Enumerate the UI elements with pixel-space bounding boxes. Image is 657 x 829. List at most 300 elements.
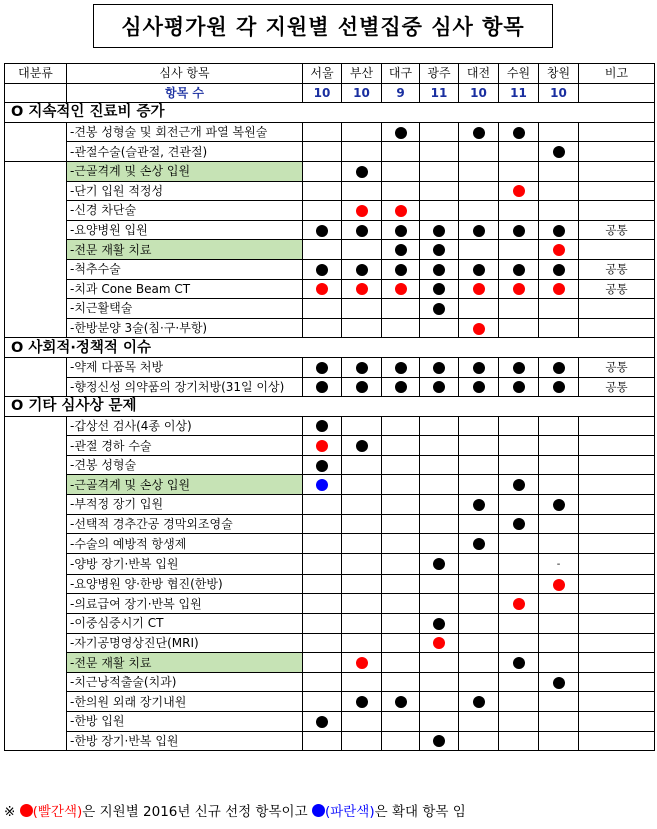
mark-cell: [459, 318, 499, 338]
mark-cell: [420, 672, 459, 692]
table-row: [5, 142, 655, 162]
note-cell: [579, 416, 655, 436]
black-dot-icon: [513, 264, 525, 276]
mark-cell: [342, 574, 382, 594]
mark-cell: [539, 653, 579, 673]
note-cell: [579, 514, 655, 534]
mark-cell: [420, 436, 459, 456]
note-cell: [579, 653, 655, 673]
note-cell: [579, 692, 655, 712]
mark-cell: [420, 181, 459, 201]
note-cell: [579, 436, 655, 456]
table-row: [5, 614, 655, 634]
mark-cell: [303, 731, 342, 751]
mark-cell: [303, 240, 342, 260]
black-dot-icon: [433, 618, 445, 630]
table-row: [5, 377, 655, 397]
mark-cell: [382, 553, 420, 574]
black-dot-icon: [513, 518, 525, 530]
header-region: 수원: [499, 64, 539, 84]
item-label: -갑상선 검사(4종 이상): [67, 416, 303, 436]
mark-cell: [459, 712, 499, 732]
mark-cell: [420, 495, 459, 515]
item-label: -근골격계 및 손상 입원: [67, 161, 303, 181]
mark-cell: [459, 220, 499, 240]
table-row: [5, 436, 655, 456]
mark-cell: [420, 220, 459, 240]
mark-cell: [499, 514, 539, 534]
black-dot-icon: [433, 264, 445, 276]
mark-cell: [420, 692, 459, 712]
mark-cell: [499, 161, 539, 181]
black-dot-icon: [316, 225, 328, 237]
mark-cell: [539, 181, 579, 201]
table-row: [5, 495, 655, 515]
mark-cell: [499, 495, 539, 515]
black-dot-icon: [356, 362, 368, 374]
count-value: 10: [303, 83, 342, 103]
table-row: [5, 357, 655, 377]
red-dot-icon: [356, 283, 368, 295]
black-dot-icon: [553, 381, 565, 393]
note-cell: [579, 672, 655, 692]
mark-cell: [342, 220, 382, 240]
black-dot-icon: [433, 244, 445, 256]
mark-cell: [382, 240, 420, 260]
mark-cell: [420, 201, 459, 221]
mark-cell: [499, 455, 539, 475]
mark-cell: [499, 731, 539, 751]
item-label: -전문 재활 치료: [67, 240, 303, 260]
item-label: -양방 장기·반복 입원: [67, 553, 303, 574]
note-cell: [579, 161, 655, 181]
mark-cell: [459, 455, 499, 475]
mark-cell: [342, 259, 382, 279]
mark-cell: [420, 279, 459, 299]
mark-cell: [499, 181, 539, 201]
mark-cell: [342, 436, 382, 456]
red-dot-icon: [433, 637, 445, 649]
mark-cell: [459, 495, 499, 515]
mark-cell: [382, 357, 420, 377]
mark-cell: [303, 220, 342, 240]
note-cell: [579, 534, 655, 554]
item-label: -근골격계 및 손상 입원: [67, 475, 303, 495]
mark-cell: [342, 514, 382, 534]
black-dot-icon: [433, 283, 445, 295]
table-row: [5, 416, 655, 436]
item-label: -자기공명영상진단(MRI): [67, 633, 303, 653]
item-label: -약제 다품목 처방: [67, 357, 303, 377]
red-dot-icon: [513, 185, 525, 197]
blue-dot-icon: [312, 804, 325, 817]
mark-cell: [459, 731, 499, 751]
table-row: [5, 279, 655, 299]
mark-cell: [382, 534, 420, 554]
mark-cell: [499, 594, 539, 614]
mark-cell: [459, 377, 499, 397]
mark-cell: [459, 299, 499, 319]
item-label: -치근활택술: [67, 299, 303, 319]
black-dot-icon: [513, 381, 525, 393]
black-dot-icon: [316, 420, 328, 432]
item-label: -척추수술: [67, 259, 303, 279]
table-row: [5, 299, 655, 319]
section-header-row: [5, 338, 655, 358]
mark-cell: [342, 201, 382, 221]
mark-cell: [303, 279, 342, 299]
mark-cell: [342, 553, 382, 574]
item-label: -향정신성 의약품의 장기처방(31일 이상): [67, 377, 303, 397]
black-dot-icon: [433, 558, 445, 570]
table-row: [5, 653, 655, 673]
mark-cell: [499, 534, 539, 554]
section-title: O 지속적인 진료비 증가: [5, 103, 655, 123]
note-cell: [579, 142, 655, 162]
note-cell: [579, 553, 655, 574]
mark-cell: [342, 692, 382, 712]
mark-cell: [382, 594, 420, 614]
table-row: [5, 553, 655, 574]
mark-cell: [303, 201, 342, 221]
mark-cell: [539, 142, 579, 162]
black-dot-icon: [433, 381, 445, 393]
note-cell: [579, 240, 655, 260]
mark-cell: [342, 299, 382, 319]
mark-cell: [459, 279, 499, 299]
mark-cell: [499, 633, 539, 653]
mark-cell: [459, 534, 499, 554]
mark-cell: [420, 455, 459, 475]
mark-cell: [420, 534, 459, 554]
mark-cell: [539, 672, 579, 692]
mark-cell: [459, 653, 499, 673]
mark-cell: [499, 240, 539, 260]
black-dot-icon: [473, 696, 485, 708]
table-row: [5, 240, 655, 260]
mark-cell: [382, 416, 420, 436]
mark-cell: [539, 594, 579, 614]
note-cell: 공통: [579, 357, 655, 377]
mark-cell: [342, 731, 382, 751]
mark-cell: [420, 161, 459, 181]
count-value: 11: [420, 83, 459, 103]
mark-cell: [303, 653, 342, 673]
black-dot-icon: [473, 499, 485, 511]
mark-cell: [539, 357, 579, 377]
item-label: -의료급여 장기·반복 입원: [67, 594, 303, 614]
mark-cell: [539, 259, 579, 279]
black-dot-icon: [356, 166, 368, 178]
mark-cell: [303, 534, 342, 554]
mark-cell: [539, 436, 579, 456]
mark-cell: [303, 161, 342, 181]
note-cell: 공통: [579, 377, 655, 397]
mark-cell: [420, 514, 459, 534]
mark-cell: [303, 633, 342, 653]
mark-cell: [539, 240, 579, 260]
note-cell: [579, 201, 655, 221]
mark-cell: [303, 142, 342, 162]
mark-cell: [420, 416, 459, 436]
note-cell: [579, 122, 655, 142]
mark-cell: [420, 633, 459, 653]
mark-cell: [342, 240, 382, 260]
note-cell: [579, 614, 655, 634]
table-row: [5, 672, 655, 692]
note-cell: [579, 455, 655, 475]
mark-cell: [303, 574, 342, 594]
mark-cell: [303, 712, 342, 732]
item-label: -선택적 경추간공 경막외조영술: [67, 514, 303, 534]
mark-cell: [539, 416, 579, 436]
mark-cell: [499, 672, 539, 692]
header-region: 대전: [459, 64, 499, 84]
note-cell: [579, 712, 655, 732]
note-cell: [579, 318, 655, 338]
note-cell: 공통: [579, 279, 655, 299]
item-label: -요양병원 양·한방 협진(한방): [67, 574, 303, 594]
mark-cell: [303, 614, 342, 634]
mark-cell: [539, 455, 579, 475]
mark-cell: [499, 475, 539, 495]
black-dot-icon: [553, 362, 565, 374]
black-dot-icon: [356, 225, 368, 237]
mark-cell: [459, 475, 499, 495]
table-row: [5, 633, 655, 653]
table-row: [5, 161, 655, 181]
mark-cell: [459, 514, 499, 534]
mark-cell: [539, 574, 579, 594]
black-dot-icon: [433, 735, 445, 747]
count-blank: [5, 83, 67, 103]
black-dot-icon: [473, 538, 485, 550]
mark-cell: [459, 161, 499, 181]
black-dot-icon: [316, 362, 328, 374]
header-row: [5, 64, 655, 84]
mark-cell: [342, 142, 382, 162]
mark-cell: [539, 161, 579, 181]
footer-red-label: (빨간색): [32, 804, 83, 820]
footer-middle: 은 지원별 2016년 신규 선정 항목이고: [82, 804, 308, 820]
mark-cell: [459, 436, 499, 456]
mark-cell: [539, 475, 579, 495]
count-label: 항목 수: [67, 83, 303, 103]
mark-cell: [303, 594, 342, 614]
mark-cell: [499, 259, 539, 279]
mark-cell: [539, 279, 579, 299]
mark-cell: [539, 614, 579, 634]
note-cell: [579, 574, 655, 594]
mark-cell: [459, 240, 499, 260]
mark-cell: [303, 692, 342, 712]
mark-cell: [342, 122, 382, 142]
mark-cell: [539, 318, 579, 338]
mark-cell: [382, 495, 420, 515]
red-dot-icon: [473, 323, 485, 335]
item-label: -단기 입원 적정성: [67, 181, 303, 201]
mark-cell: [499, 279, 539, 299]
note-cell: [579, 731, 655, 751]
mark-cell: [459, 574, 499, 594]
mark-cell: [382, 614, 420, 634]
mark-cell: [539, 712, 579, 732]
mark-cell: [459, 416, 499, 436]
note-cell: [579, 475, 655, 495]
mark-cell: [499, 142, 539, 162]
mark-cell: [382, 436, 420, 456]
black-dot-icon: [356, 696, 368, 708]
mark-cell: [459, 672, 499, 692]
mark-cell: [420, 318, 459, 338]
black-dot-icon: [553, 677, 565, 689]
mark-cell: [382, 279, 420, 299]
mark-cell: [382, 692, 420, 712]
mark-cell: [459, 142, 499, 162]
category-cell: [5, 122, 67, 161]
mark-cell: [342, 377, 382, 397]
black-dot-icon: [316, 264, 328, 276]
count-value: 10: [342, 83, 382, 103]
mark-cell: [342, 318, 382, 338]
red-dot-icon: [20, 804, 33, 817]
red-dot-icon: [553, 244, 565, 256]
mark-cell: [420, 594, 459, 614]
mark-cell: [342, 279, 382, 299]
mark-cell: [382, 142, 420, 162]
mark-cell: [382, 181, 420, 201]
mark-cell: [303, 122, 342, 142]
mark-cell: [420, 240, 459, 260]
table-row: [5, 594, 655, 614]
black-dot-icon: [473, 362, 485, 374]
red-dot-icon: [356, 205, 368, 217]
black-dot-icon: [395, 264, 407, 276]
mark-cell: [303, 495, 342, 515]
count-value: 11: [499, 83, 539, 103]
note-cell: [579, 633, 655, 653]
mark-cell: [420, 259, 459, 279]
mark-cell: [459, 633, 499, 653]
mark-cell: [303, 436, 342, 456]
mark-cell: [499, 122, 539, 142]
mark-cell: [539, 514, 579, 534]
mark-cell: [303, 357, 342, 377]
header-region: 대구: [382, 64, 420, 84]
mark-cell: [459, 181, 499, 201]
item-label: -한방 입원: [67, 712, 303, 732]
black-dot-icon: [356, 264, 368, 276]
red-dot-icon: [395, 205, 407, 217]
black-dot-icon: [356, 381, 368, 393]
table-row: [5, 475, 655, 495]
black-dot-icon: [433, 362, 445, 374]
footer-note: [4, 800, 466, 820]
mark-cell: [420, 357, 459, 377]
mark-cell: [420, 712, 459, 732]
item-label: -부적정 장기 입원: [67, 495, 303, 515]
mark-cell: [382, 514, 420, 534]
table-row: [5, 201, 655, 221]
mark-cell: [499, 201, 539, 221]
item-label: -관절수술(슬관절, 견관절): [67, 142, 303, 162]
table-row: [5, 259, 655, 279]
mark-cell: [499, 653, 539, 673]
mark-cell: [342, 357, 382, 377]
item-label: -한방분양 3술(침·구·부항): [67, 318, 303, 338]
mark-cell: [382, 201, 420, 221]
item-label: -수술의 예방적 항생제: [67, 534, 303, 554]
mark-cell: [499, 357, 539, 377]
header-region: 광주: [420, 64, 459, 84]
table-row: [5, 455, 655, 475]
item-label: -견봉 성형술 및 회전근개 파열 복원술: [67, 122, 303, 142]
table-row: [5, 712, 655, 732]
mark-cell: [303, 672, 342, 692]
mark-cell: [539, 692, 579, 712]
item-label: -요양병원 입원: [67, 220, 303, 240]
red-dot-icon: [316, 440, 328, 452]
table-row: [5, 122, 655, 142]
mark-cell: [459, 553, 499, 574]
header-category: 대분류: [5, 64, 67, 84]
header-item: 심사 항목: [67, 64, 303, 84]
mark-cell: [459, 357, 499, 377]
mark-cell: [499, 220, 539, 240]
black-dot-icon: [356, 440, 368, 452]
mark-cell: [382, 259, 420, 279]
mark-cell: [499, 416, 539, 436]
header-region: 서울: [303, 64, 342, 84]
black-dot-icon: [395, 362, 407, 374]
mark-cell: [342, 181, 382, 201]
mark-cell: [382, 299, 420, 319]
mark-cell: [342, 653, 382, 673]
red-dot-icon: [356, 657, 368, 669]
item-label: -관절 경하 수술: [67, 436, 303, 456]
section-header-row: [5, 103, 655, 123]
mark-cell: [539, 495, 579, 515]
footer-blue-label: (파란색): [324, 804, 375, 820]
mark-cell: [499, 712, 539, 732]
mark-cell: [303, 475, 342, 495]
mark-cell: [420, 614, 459, 634]
note-cell: [579, 594, 655, 614]
black-dot-icon: [553, 499, 565, 511]
mark-cell: [342, 712, 382, 732]
mark-cell: [382, 455, 420, 475]
section-title: O 사회적·정책적 이슈: [5, 338, 655, 358]
header-region: 창원: [539, 64, 579, 84]
mark-cell: [303, 455, 342, 475]
mark-cell: [382, 731, 420, 751]
section-header-row: [5, 397, 655, 417]
table-row: [5, 181, 655, 201]
count-row: [5, 83, 655, 103]
table-row: [5, 574, 655, 594]
section-title: O 기타 심사상 문제: [5, 397, 655, 417]
red-dot-icon: [553, 283, 565, 295]
category-cell: [5, 416, 67, 751]
mark-cell: [382, 712, 420, 732]
note-cell: [579, 495, 655, 515]
footer-suffix: 은 확대 항목 임: [374, 804, 466, 820]
red-dot-icon: [395, 283, 407, 295]
mark-cell: [382, 653, 420, 673]
note-cell: 공통: [579, 259, 655, 279]
mark-cell: [303, 514, 342, 534]
blue-dot-icon: [316, 479, 328, 491]
